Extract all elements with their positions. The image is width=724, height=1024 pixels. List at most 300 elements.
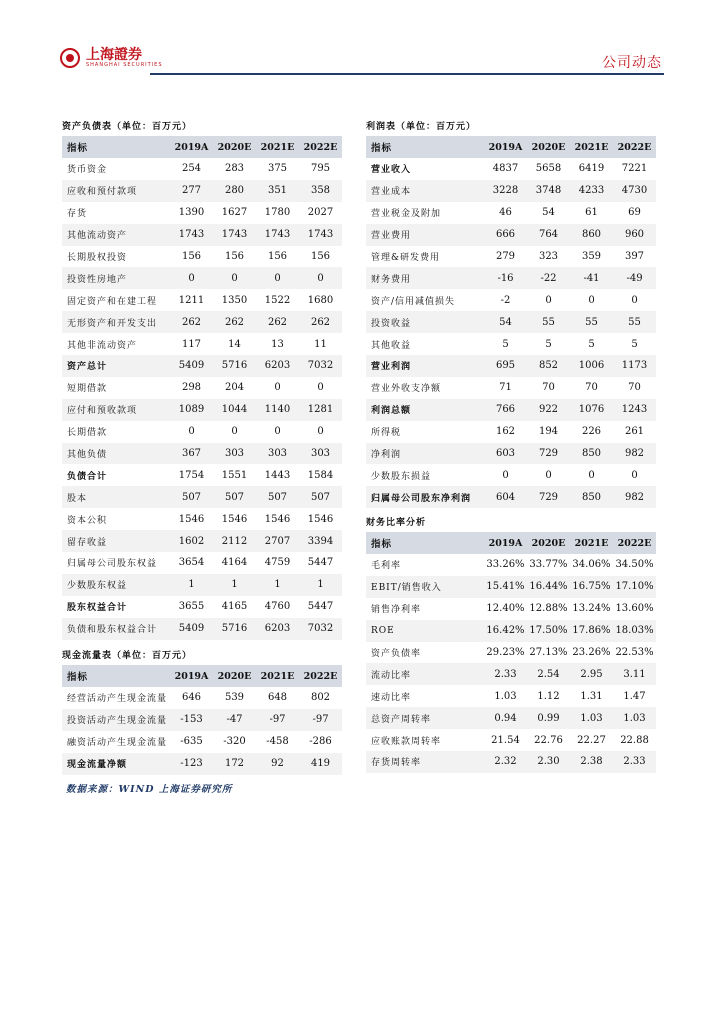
row-value: 2.95 — [570, 663, 613, 685]
table-row — [366, 355, 656, 377]
company-logo — [60, 48, 163, 68]
table-row — [62, 158, 342, 180]
table-row — [366, 267, 656, 289]
row-value: 766 — [484, 399, 527, 421]
table-title-row — [366, 114, 656, 136]
row-value: 4165 — [221, 601, 248, 613]
row-value: 12.40% — [486, 603, 525, 615]
row-value: 204 — [224, 382, 245, 394]
row-value: 4760 — [264, 601, 291, 613]
table-row — [366, 443, 656, 465]
row-value: 5716 — [213, 618, 256, 640]
row-value: 1522 — [264, 294, 291, 306]
row-value: 850 — [570, 486, 613, 508]
column-header-year: 2022E — [299, 665, 342, 687]
table-row — [62, 267, 342, 289]
row-value: 6203 — [256, 355, 299, 377]
row-value: 21.54 — [491, 734, 520, 746]
row-value: 982 — [613, 443, 656, 465]
row-value: 34.50% — [615, 559, 654, 571]
table-row — [62, 618, 342, 640]
row-value: 22.88 — [620, 734, 649, 746]
row-value: 0 — [256, 267, 299, 289]
table-row — [366, 576, 656, 598]
row-value: 55 — [570, 311, 613, 333]
table-title: 资产负债表（单位：百万元） — [62, 121, 193, 132]
table-row — [62, 202, 342, 224]
row-value: 1 — [256, 574, 299, 596]
row-value: 1211 — [178, 294, 205, 306]
table-row — [366, 158, 656, 180]
column-header-year: 2021E — [570, 136, 613, 158]
row-value: 922 — [527, 399, 570, 421]
row-value: 3748 — [527, 180, 570, 202]
row-value: 0 — [545, 294, 552, 306]
table-row — [62, 530, 342, 552]
table-title: 财务比率分析 — [366, 517, 427, 528]
row-value: 646 — [181, 692, 202, 704]
column-header-year: 2019A — [170, 136, 213, 158]
row-value: 262 — [170, 311, 213, 333]
row-value: 303 — [299, 443, 342, 465]
table-row — [62, 753, 342, 775]
row-label: 货币资金 — [67, 165, 108, 176]
table-row — [366, 620, 656, 642]
row-value: 0 — [588, 294, 595, 306]
data-source-note: 数据来源：WIND 上海证券研究所 — [66, 784, 233, 795]
row-value: 54 — [484, 311, 527, 333]
row-value: 1173 — [613, 355, 656, 377]
row-value: 5409 — [170, 618, 213, 640]
row-value: 1076 — [570, 399, 613, 421]
row-value: 1680 — [307, 294, 334, 306]
row-label: 营业成本 — [366, 180, 484, 202]
row-value: 351 — [256, 180, 299, 202]
row-value: 4759 — [264, 557, 291, 569]
row-value: 5447 — [307, 601, 334, 613]
row-value: 280 — [213, 180, 256, 202]
table-title-row — [62, 643, 342, 665]
row-label: 短期借款 — [67, 384, 108, 395]
row-label: 存货周转率 — [366, 751, 484, 773]
row-value: 16.44% — [527, 576, 570, 598]
row-value: 15.41% — [484, 576, 527, 598]
row-value: 5409 — [170, 355, 213, 377]
row-label: 其他非流动资产 — [67, 340, 138, 351]
column-header-year: 2020E — [527, 532, 570, 554]
row-value: 13.24% — [572, 603, 611, 615]
row-value: -47 — [213, 709, 256, 731]
row-value: 375 — [267, 163, 288, 175]
row-label: 营业税金及附加 — [371, 209, 442, 220]
table-row — [366, 377, 656, 399]
column-header-year: 2020E — [213, 665, 256, 687]
column-header-year: 2019A — [484, 532, 527, 554]
row-value: 358 — [299, 180, 342, 202]
row-value: 69 — [628, 207, 641, 219]
table-row — [366, 598, 656, 620]
row-value: 1443 — [264, 469, 291, 481]
row-label: 应付和预收款项 — [62, 399, 170, 421]
row-value: 1243 — [613, 399, 656, 421]
table-header-row — [366, 532, 656, 554]
table-row — [366, 202, 656, 224]
row-value: 1584 — [307, 469, 334, 481]
table-row — [366, 486, 656, 508]
row-value: 604 — [484, 486, 527, 508]
table-row — [366, 685, 656, 707]
row-value: 3228 — [484, 180, 527, 202]
page-header — [60, 48, 664, 78]
table-header-row — [366, 136, 656, 158]
row-value: -22 — [527, 267, 570, 289]
row-value: 0 — [631, 294, 638, 306]
row-value: 507 — [170, 486, 213, 508]
row-label: 长期股权投资 — [67, 253, 128, 263]
row-value: 1006 — [570, 355, 613, 377]
row-label: 资产总计 — [62, 355, 170, 377]
row-value: 1546 — [221, 513, 248, 525]
row-value: 303 — [213, 443, 256, 465]
logo-icon — [60, 48, 80, 68]
table-header-row — [62, 665, 342, 687]
row-value: 2.32 — [484, 751, 527, 773]
row-value: 695 — [484, 355, 527, 377]
row-value: 397 — [624, 251, 645, 262]
table-row — [366, 333, 656, 355]
row-value: 70 — [585, 382, 598, 394]
row-value: 359 — [581, 251, 602, 262]
row-value: 5 — [631, 338, 638, 350]
row-value: 0.99 — [527, 707, 570, 729]
table-title-row — [366, 510, 656, 532]
row-value: 1.47 — [623, 690, 646, 702]
row-value: 4730 — [613, 180, 656, 202]
row-value: -97 — [256, 709, 299, 731]
column-header-indicator: 指标 — [62, 136, 170, 158]
row-label: 投资收益 — [366, 311, 484, 333]
table-row — [366, 707, 656, 729]
row-value: 795 — [310, 163, 331, 175]
row-label: 其他负债 — [62, 443, 170, 465]
table-row — [62, 486, 342, 508]
table-row — [366, 751, 656, 773]
row-value: 55 — [613, 311, 656, 333]
row-label: 总资产周转率 — [366, 707, 484, 729]
row-value: 507 — [213, 486, 256, 508]
cash-flow-table — [62, 643, 342, 775]
row-value: 5716 — [213, 355, 256, 377]
row-label: EBIT/销售收入 — [366, 576, 484, 598]
row-value: -286 — [309, 736, 332, 748]
row-label: 负债和股东权益合计 — [62, 618, 170, 640]
row-value: 1743 — [170, 224, 213, 246]
table-row — [62, 709, 342, 731]
row-value: 0 — [545, 469, 552, 481]
row-value: 764 — [527, 224, 570, 246]
row-value: 419 — [299, 753, 342, 775]
row-label: 股本 — [62, 486, 170, 508]
row-label: 资产/信用减值损失 — [371, 296, 456, 307]
row-value: -458 — [266, 736, 289, 748]
row-value: 22.53% — [615, 647, 654, 658]
row-value: 156 — [267, 251, 288, 262]
row-value: 70 — [628, 382, 641, 394]
row-value: 298 — [181, 382, 202, 394]
row-value: 1.03 — [570, 707, 613, 729]
row-value: 172 — [213, 753, 256, 775]
row-label: 销售净利率 — [371, 605, 422, 616]
table-row — [62, 377, 342, 399]
row-value: 5 — [545, 338, 552, 350]
header-divider — [150, 73, 664, 75]
row-value: 852 — [527, 355, 570, 377]
row-value: 22.76 — [534, 734, 563, 746]
row-value: 3.11 — [613, 663, 656, 685]
row-label: 资产负债率 — [371, 649, 422, 659]
row-value: 1.12 — [537, 690, 560, 702]
row-value: 5658 — [535, 163, 562, 175]
row-value: 539 — [224, 692, 245, 704]
row-value: -49 — [613, 267, 656, 289]
table-row — [62, 355, 342, 377]
row-value: 1743 — [213, 224, 256, 246]
row-value: 5 — [502, 338, 509, 350]
row-label: 股东权益合计 — [67, 603, 128, 614]
table-row — [366, 642, 656, 664]
table-row — [366, 246, 656, 268]
row-label: 财务费用 — [366, 267, 484, 289]
row-value: 0 — [317, 426, 324, 438]
row-value: 850 — [570, 443, 613, 465]
row-value: 0.94 — [484, 707, 527, 729]
row-value: 4233 — [570, 180, 613, 202]
section-tag: 公司动态 — [602, 55, 662, 71]
row-label: 负债合计 — [67, 471, 108, 482]
row-value: 2027 — [307, 207, 334, 219]
column-header-year: 2022E — [613, 532, 656, 554]
column-header-year: 2021E — [570, 532, 613, 554]
column-header-indicator: 指标 — [366, 136, 484, 158]
row-label: 资本公积 — [67, 515, 108, 526]
row-value: 7221 — [621, 163, 648, 175]
table-row — [62, 246, 342, 268]
row-value: 16.75% — [570, 576, 613, 598]
row-value: 6419 — [578, 163, 605, 175]
row-value: 1 — [299, 574, 342, 596]
row-value: 1 — [170, 574, 213, 596]
table-row — [62, 311, 342, 333]
row-label: 存货 — [67, 209, 88, 220]
logo-name: 上海證券 — [86, 47, 142, 63]
row-label: 管理&研发费用 — [371, 253, 441, 263]
row-value: 1390 — [178, 207, 205, 219]
row-value: 1281 — [299, 399, 342, 421]
row-value: 46 — [499, 207, 512, 219]
column-header-year: 2020E — [527, 136, 570, 158]
row-value: 71 — [499, 382, 512, 394]
row-value: 1546 — [307, 513, 334, 525]
table-row — [62, 421, 342, 443]
row-value: -16 — [484, 267, 527, 289]
row-value: 261 — [624, 426, 645, 438]
row-label: ROE — [366, 620, 484, 642]
row-value: 162 — [495, 426, 516, 438]
row-label: 长期借款 — [67, 428, 108, 439]
row-value: 277 — [170, 180, 213, 202]
row-value: 2.33 — [613, 751, 656, 773]
row-value: -123 — [170, 753, 213, 775]
row-label: 无形资产和开发支出 — [62, 311, 170, 333]
row-value: 17.10% — [613, 576, 656, 598]
table-row — [366, 663, 656, 685]
row-label: 应收账款周转率 — [371, 736, 442, 747]
column-header-indicator: 指标 — [366, 532, 484, 554]
row-value: 1350 — [221, 294, 248, 306]
row-value: 262 — [299, 311, 342, 333]
row-label: 少数股东损益 — [371, 471, 432, 482]
row-value: 262 — [256, 311, 299, 333]
row-value: 367 — [170, 443, 213, 465]
column-header-year: 2021E — [256, 665, 299, 687]
financial-ratios-table — [366, 510, 656, 773]
row-value: 729 — [527, 486, 570, 508]
income-statement-table — [366, 114, 656, 508]
row-value: 156 — [310, 251, 331, 262]
row-value: 0 — [213, 267, 256, 289]
row-value: 2.38 — [570, 751, 613, 773]
row-value: 7032 — [299, 355, 342, 377]
row-value: 262 — [213, 311, 256, 333]
row-value: 194 — [538, 426, 559, 438]
table-title: 现金流量表（单位：百万元） — [62, 650, 193, 661]
row-value: 802 — [310, 692, 331, 704]
row-value: 34.06% — [572, 559, 611, 571]
row-label: 留存收益 — [62, 530, 170, 552]
table-row — [62, 464, 342, 486]
row-value: 0 — [299, 267, 342, 289]
row-value: 27.13% — [529, 647, 568, 658]
row-value: 18.03% — [613, 620, 656, 642]
row-value: 156 — [224, 251, 245, 262]
row-value: -320 — [223, 736, 246, 748]
row-label: 营业外收支净额 — [371, 384, 442, 395]
row-value: 2112 — [213, 530, 256, 552]
row-value: 1089 — [170, 399, 213, 421]
row-value: 0 — [588, 469, 595, 481]
row-value: 17.50% — [527, 620, 570, 642]
row-value: 0 — [274, 426, 281, 438]
row-value: 0 — [502, 469, 509, 481]
row-value: 17.86% — [570, 620, 613, 642]
row-label: 营业费用 — [366, 224, 484, 246]
row-label: 流动比率 — [366, 663, 484, 685]
row-value: 254 — [181, 163, 202, 175]
row-label: 净利润 — [366, 443, 484, 465]
row-value: 12.88% — [529, 603, 568, 615]
row-label: 投资性房地产 — [62, 267, 170, 289]
column-header-year: 2019A — [170, 665, 213, 687]
row-value: 92 — [256, 753, 299, 775]
row-value: 1.31 — [580, 690, 603, 702]
row-value: 70 — [542, 382, 555, 394]
table-row — [366, 399, 656, 421]
row-label: 营业利润 — [366, 355, 484, 377]
table-row — [366, 464, 656, 486]
table-row — [366, 729, 656, 751]
column-header-year: 2022E — [613, 136, 656, 158]
row-value: 5 — [588, 338, 595, 350]
row-label: 毛利率 — [371, 561, 402, 572]
row-value: -2 — [500, 294, 511, 306]
row-value: 29.23% — [486, 647, 525, 658]
row-value: 156 — [181, 251, 202, 262]
row-value: 0 — [170, 267, 213, 289]
row-value: 603 — [484, 443, 527, 465]
row-value: -97 — [299, 709, 342, 731]
row-value: 960 — [613, 224, 656, 246]
row-label: 投资活动产生现金流量 — [62, 709, 170, 731]
table-row — [62, 687, 342, 709]
row-value: 729 — [527, 443, 570, 465]
table-row — [62, 596, 342, 618]
row-value: 507 — [299, 486, 342, 508]
row-label: 其他收益 — [371, 340, 412, 351]
row-value: 1.03 — [494, 690, 517, 702]
table-row — [62, 399, 342, 421]
table-row — [366, 311, 656, 333]
row-value: -635 — [180, 736, 203, 748]
row-value: 7032 — [299, 618, 342, 640]
row-label: 归属母公司股东权益 — [67, 559, 158, 570]
table-row — [62, 443, 342, 465]
row-value: 2707 — [256, 530, 299, 552]
row-value: 4837 — [492, 163, 519, 175]
table-row — [366, 224, 656, 246]
row-label: 经营活动产生现金流量 — [67, 694, 168, 705]
row-value: 117 — [181, 338, 202, 350]
row-value: 55 — [527, 311, 570, 333]
row-value: 507 — [256, 486, 299, 508]
balance-sheet-table — [62, 114, 342, 640]
row-value: 1 — [213, 574, 256, 596]
table-row — [62, 289, 342, 311]
row-value: 982 — [613, 486, 656, 508]
column-header-year: 2019A — [484, 136, 527, 158]
row-value: 11 — [314, 338, 327, 350]
table-row — [366, 554, 656, 576]
row-value: 666 — [484, 224, 527, 246]
row-value: 23.26% — [572, 647, 611, 658]
column-header-indicator: 指标 — [62, 665, 170, 687]
row-value: 3655 — [178, 601, 205, 613]
row-value: 2.33 — [484, 663, 527, 685]
row-value: 283 — [224, 163, 245, 175]
table-row — [62, 180, 342, 202]
row-value: 0 — [274, 382, 281, 394]
table-row — [62, 731, 342, 753]
row-value: 323 — [538, 251, 559, 262]
row-value: 2.30 — [527, 751, 570, 773]
row-value: 3654 — [178, 557, 205, 569]
row-value: 14 — [228, 338, 241, 350]
row-value: 3394 — [299, 530, 342, 552]
row-value: 1140 — [256, 399, 299, 421]
row-value: -41 — [570, 267, 613, 289]
row-label: 归属母公司股东净利润 — [366, 486, 484, 508]
row-value: 0 — [317, 382, 324, 394]
row-value: 0 — [231, 426, 238, 438]
